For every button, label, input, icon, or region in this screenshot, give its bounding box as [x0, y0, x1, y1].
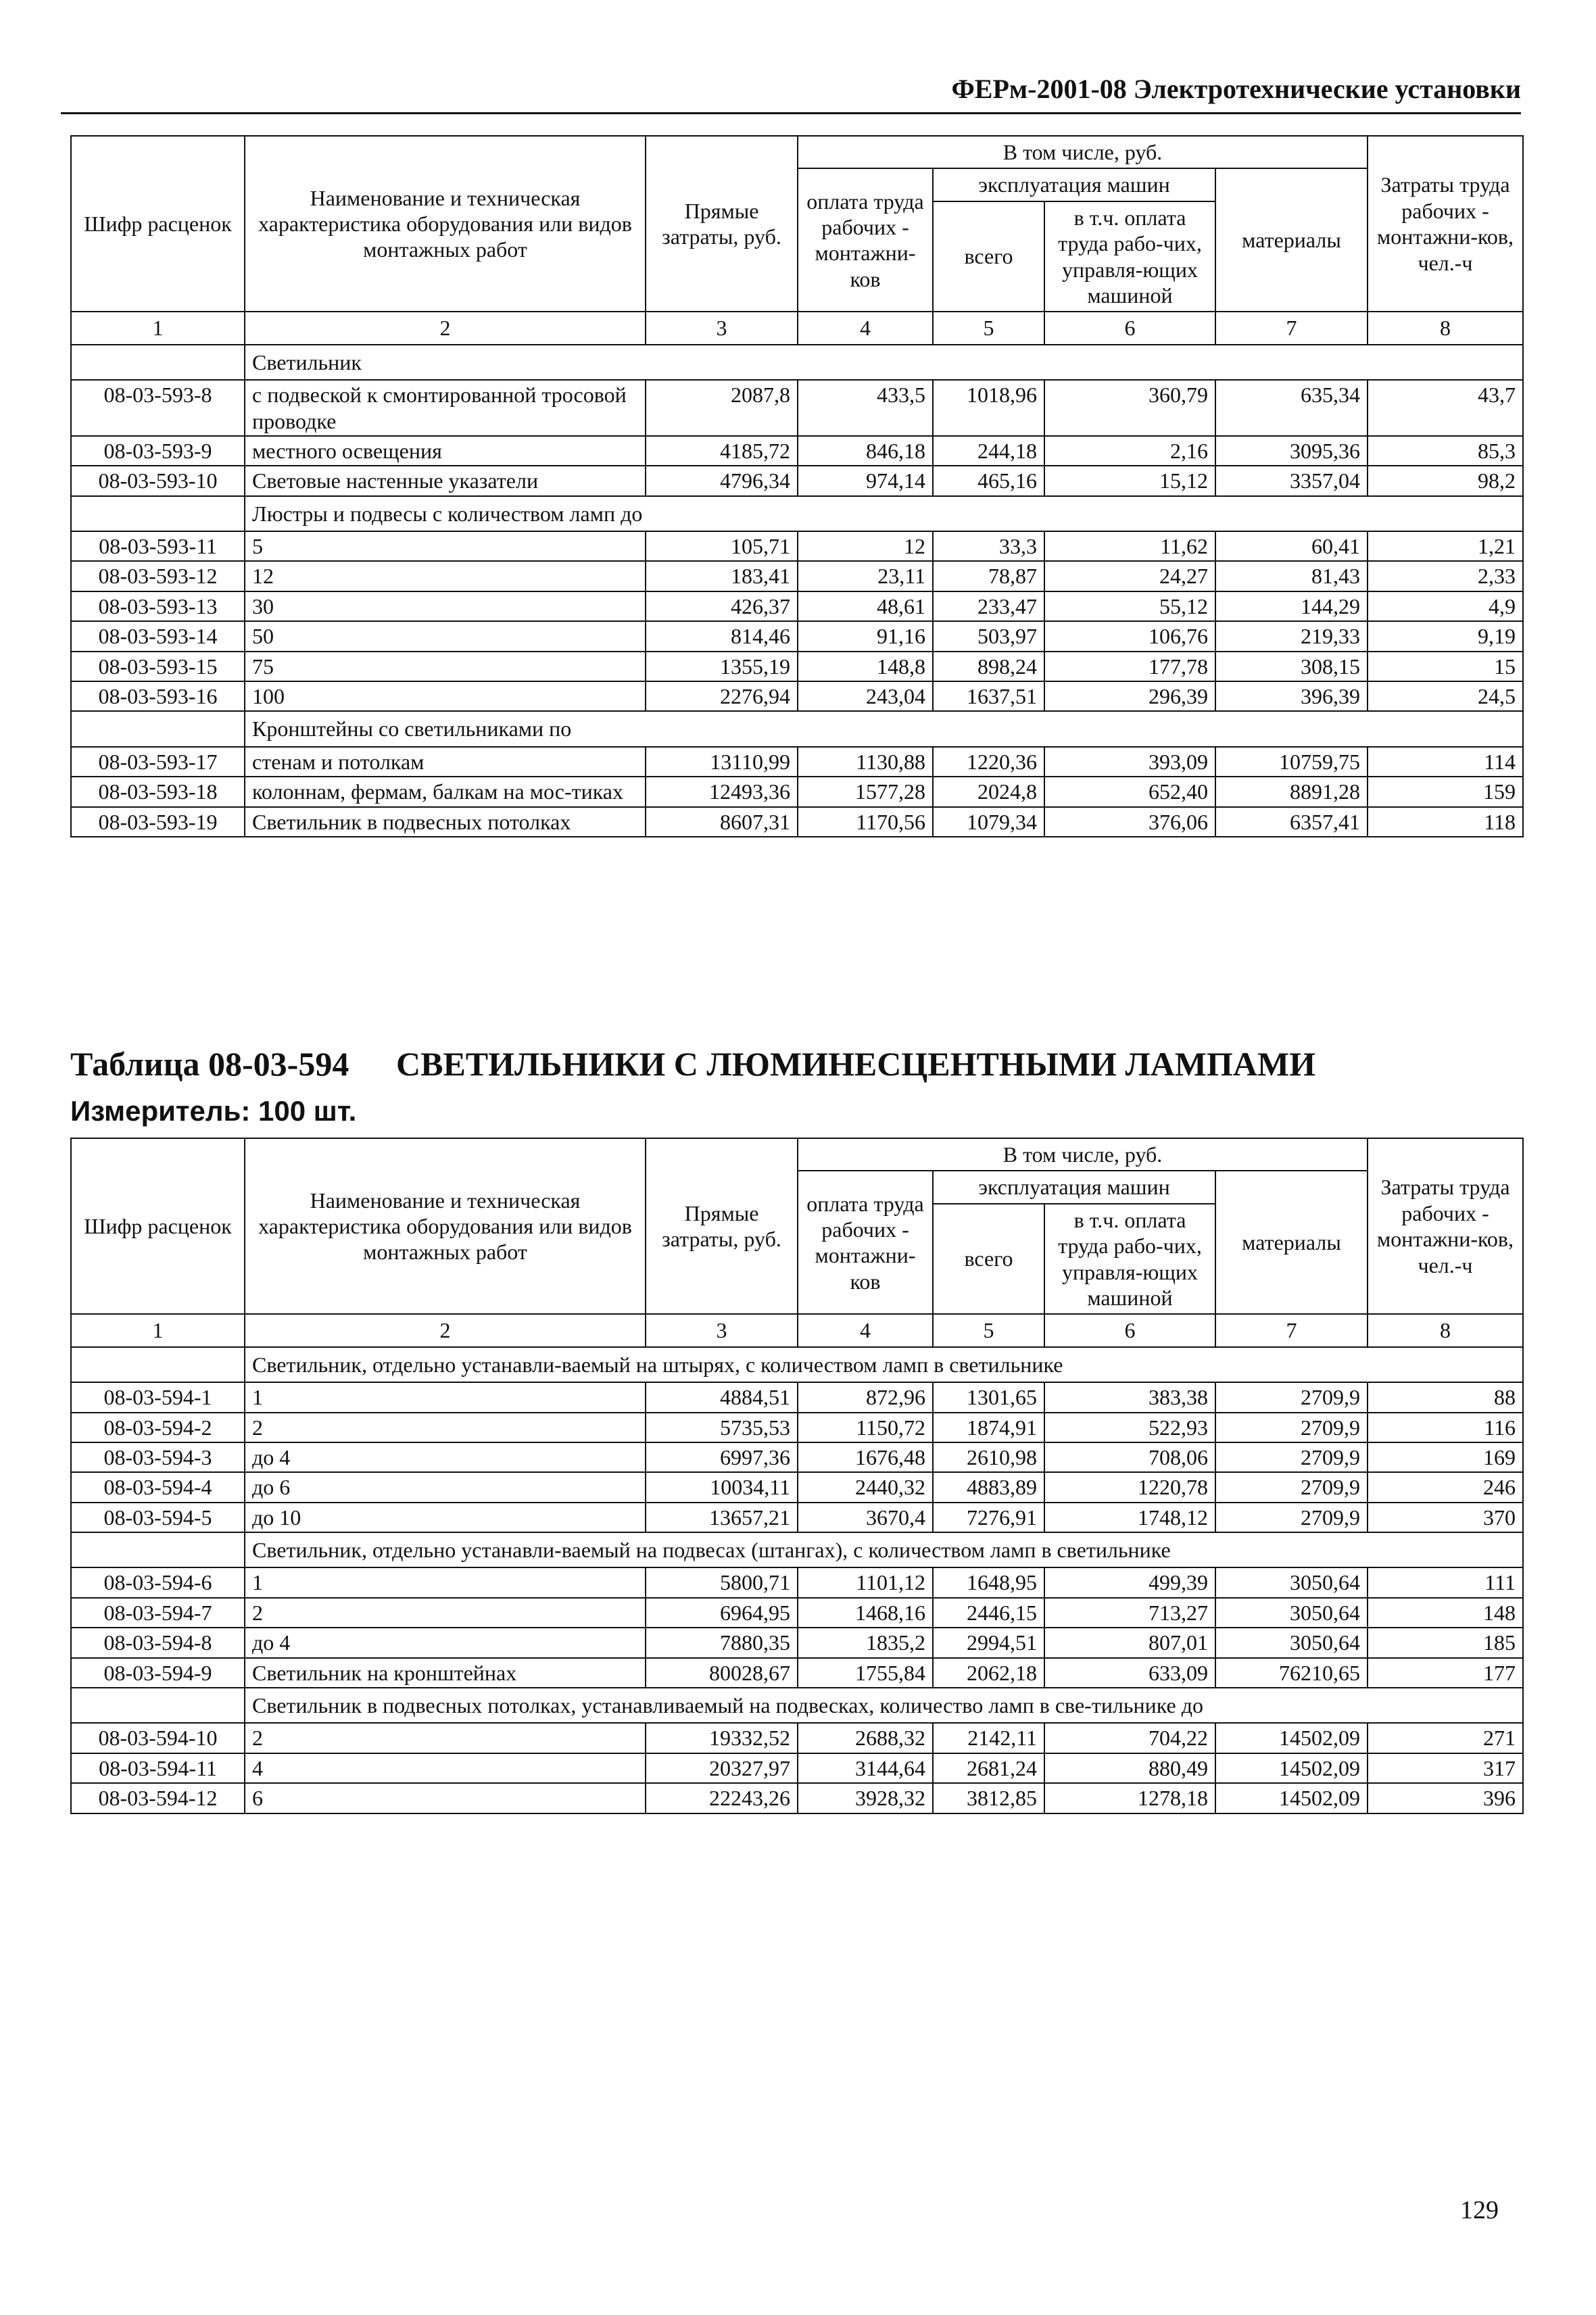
direct-costs: 20327,97: [646, 1753, 798, 1783]
table-row: [71, 681, 1523, 711]
machines-total: 4883,89: [933, 1472, 1044, 1502]
machine-operator-wages: 499,39: [1044, 1567, 1215, 1597]
worker-wages: 1577,28: [798, 777, 933, 806]
worker-wages: 872,96: [798, 1382, 933, 1412]
labor-hours: 317: [1368, 1753, 1523, 1783]
table-body-593: [71, 345, 1523, 837]
machines-total: 2062,18: [933, 1658, 1044, 1688]
labor-hours: 4,9: [1368, 591, 1523, 621]
materials-cost: 10759,75: [1215, 747, 1368, 777]
work-name: 30: [245, 591, 646, 621]
machines-total: 898,24: [933, 652, 1044, 681]
worker-wages: 1170,56: [798, 807, 933, 837]
group-row: [71, 345, 1523, 380]
machine-operator-wages: 11,62: [1044, 531, 1215, 561]
direct-costs: 19332,52: [646, 1723, 798, 1753]
header-materials: материалы: [1215, 168, 1368, 312]
table-row: [71, 652, 1523, 681]
machines-total: 1220,36: [933, 747, 1044, 777]
header-name: Наименование и техническая характеристика оборудования или видов монтажных работ: [245, 1138, 646, 1314]
labor-hours: 2,33: [1368, 561, 1523, 591]
table-row: [71, 747, 1523, 777]
measurement-unit: Измеритель: 100 шт.: [70, 1095, 357, 1127]
work-name: стенам и потолкам: [245, 747, 646, 777]
machines-total: 503,97: [933, 621, 1044, 651]
header-machines-wages: в т.ч. оплата труда рабо-чих, управля-ющих машиной: [1044, 1204, 1215, 1315]
rate-code: 08-03-593-12: [71, 561, 245, 591]
machine-operator-wages: 296,39: [1044, 681, 1215, 711]
machines-total: 2681,24: [933, 1753, 1044, 1783]
direct-costs: 4185,72: [646, 436, 798, 466]
group-label: Светильник, отдельно устанавли-ваемый на штырях, с количеством ламп в светильнике: [245, 1347, 1523, 1382]
table-row: [71, 777, 1523, 806]
labor-hours: 271: [1368, 1723, 1523, 1753]
direct-costs: 426,37: [646, 591, 798, 621]
materials-cost: 6357,41: [1215, 807, 1368, 837]
table-row: [71, 1628, 1523, 1657]
labor-hours: 159: [1368, 777, 1523, 806]
header-machines-wages: в т.ч. оплата труда рабо-чих, управля-ющих машиной: [1044, 201, 1215, 312]
header-machines-total: всего: [933, 201, 1044, 312]
machines-total: 1018,96: [933, 380, 1044, 436]
rate-code: 08-03-594-5: [71, 1503, 245, 1532]
direct-costs: 4884,51: [646, 1382, 798, 1412]
rate-code: 08-03-594-2: [71, 1413, 245, 1442]
table-heading: СВЕТИЛЬНИКИ С ЛЮМИНЕСЦЕНТНЫМИ ЛАМПАМИ: [396, 1045, 1316, 1083]
machine-operator-wages: 1748,12: [1044, 1503, 1215, 1532]
machines-total: 1874,91: [933, 1413, 1044, 1442]
header-materials: материалы: [1215, 1171, 1368, 1314]
machine-operator-wages: 106,76: [1044, 621, 1215, 651]
machine-operator-wages: 1220,78: [1044, 1472, 1215, 1502]
work-name: 5: [245, 531, 646, 561]
materials-cost: 8891,28: [1215, 777, 1368, 806]
worker-wages: 243,04: [798, 681, 933, 711]
header-labor-unit: чел.-ч: [1418, 1252, 1473, 1277]
direct-costs: 2276,94: [646, 681, 798, 711]
header-machines: эксплуатация машин: [933, 168, 1215, 201]
worker-wages: 974,14: [798, 466, 933, 495]
table-row: [71, 1442, 1523, 1472]
labor-hours: 148: [1368, 1598, 1523, 1628]
column-number: 1: [71, 1314, 245, 1346]
column-number: 8: [1368, 1314, 1523, 1346]
rate-code: 08-03-593-18: [71, 777, 245, 806]
materials-cost: 2709,9: [1215, 1442, 1368, 1472]
rate-code: 08-03-594-3: [71, 1442, 245, 1472]
worker-wages: 846,18: [798, 436, 933, 466]
rate-code: 08-03-594-12: [71, 1783, 245, 1813]
header-code: Шифр расценок: [71, 136, 245, 312]
group-code-cell: [71, 1532, 245, 1567]
work-name: 1: [245, 1382, 646, 1412]
page-number: 129: [1460, 2196, 1499, 2224]
table-row: [71, 561, 1523, 591]
worker-wages: 1835,2: [798, 1628, 933, 1657]
running-header: ФЕРм-2001-08 Электротехнические установки: [951, 74, 1521, 104]
rate-code: 08-03-594-6: [71, 1567, 245, 1597]
worker-wages: 3928,32: [798, 1783, 933, 1813]
materials-cost: 2709,9: [1215, 1413, 1368, 1442]
machine-operator-wages: 522,93: [1044, 1413, 1215, 1442]
direct-costs: 5735,53: [646, 1413, 798, 1442]
header-labor: [1368, 136, 1523, 312]
header-labor-label: Затраты труда рабочих - монтажни-ков,: [1377, 1175, 1514, 1252]
machine-operator-wages: 880,49: [1044, 1753, 1215, 1783]
work-name: 6: [245, 1783, 646, 1813]
machine-operator-wages: 1278,18: [1044, 1783, 1215, 1813]
column-number: 3: [646, 312, 798, 344]
group-label: Светильник: [245, 345, 1523, 380]
column-number: 3: [646, 1314, 798, 1346]
machine-operator-wages: 24,27: [1044, 561, 1215, 591]
table-row: [71, 531, 1523, 561]
direct-costs: 13110,99: [646, 747, 798, 777]
rate-code: 08-03-593-11: [71, 531, 245, 561]
rates-table-593: [70, 135, 1524, 837]
header-machines: эксплуатация машин: [933, 1171, 1215, 1203]
work-name: колоннам, фермам, балкам на мос-тиках: [245, 777, 646, 806]
direct-costs: 5800,71: [646, 1567, 798, 1597]
table-row: [71, 380, 1523, 436]
work-name: до 4: [245, 1628, 646, 1657]
labor-hours: 370: [1368, 1503, 1523, 1532]
header-direct: Прямые затраты, руб.: [646, 136, 798, 312]
materials-cost: 2709,9: [1215, 1503, 1368, 1532]
column-number: 2: [245, 312, 646, 344]
worker-wages: 3670,4: [798, 1503, 933, 1532]
header-rule: [61, 112, 1521, 114]
header-name: Наименование и техническая характеристика оборудования или видов монтажных работ: [245, 136, 646, 312]
machine-operator-wages: 376,06: [1044, 807, 1215, 837]
machine-operator-wages: 177,78: [1044, 652, 1215, 681]
worker-wages: 1755,84: [798, 1658, 933, 1688]
work-name: 100: [245, 681, 646, 711]
group-label: Люстры и подвесы с количеством ламп до: [245, 496, 1523, 531]
materials-cost: 396,39: [1215, 681, 1368, 711]
machine-operator-wages: 393,09: [1044, 747, 1215, 777]
work-name: до 6: [245, 1472, 646, 1502]
rate-code: 08-03-594-11: [71, 1753, 245, 1783]
worker-wages: 1676,48: [798, 1442, 933, 1472]
direct-costs: 10034,11: [646, 1472, 798, 1502]
worker-wages: 1130,88: [798, 747, 933, 777]
machines-total: 2610,98: [933, 1442, 1044, 1472]
machines-total: 244,18: [933, 436, 1044, 466]
direct-costs: 13657,21: [646, 1503, 798, 1532]
group-row: [71, 1532, 1523, 1567]
worker-wages: 1101,12: [798, 1567, 933, 1597]
work-name: 75: [245, 652, 646, 681]
materials-cost: 3050,64: [1215, 1567, 1368, 1597]
header-machines-total: всего: [933, 1204, 1044, 1315]
group-row: [71, 496, 1523, 531]
table-row: [71, 621, 1523, 651]
column-number: 1: [71, 312, 245, 344]
materials-cost: 308,15: [1215, 652, 1368, 681]
group-row: [71, 1688, 1523, 1723]
machines-total: 1648,95: [933, 1567, 1044, 1597]
machine-operator-wages: 807,01: [1044, 1628, 1215, 1657]
worker-wages: 23,11: [798, 561, 933, 591]
table-row: [71, 1382, 1523, 1412]
direct-costs: 7880,35: [646, 1628, 798, 1657]
materials-cost: 14502,09: [1215, 1723, 1368, 1753]
machine-operator-wages: 713,27: [1044, 1598, 1215, 1628]
machines-total: 1637,51: [933, 681, 1044, 711]
group-code-cell: [71, 1688, 245, 1723]
worker-wages: 91,16: [798, 621, 933, 651]
labor-hours: 118: [1368, 807, 1523, 837]
header-wages: оплата труда рабочих - монтажни-ков: [798, 168, 933, 312]
machine-operator-wages: 383,38: [1044, 1382, 1215, 1412]
machine-operator-wages: 704,22: [1044, 1723, 1215, 1753]
materials-cost: 3357,04: [1215, 466, 1368, 495]
rates-table-594: [70, 1138, 1524, 1814]
labor-hours: 24,5: [1368, 681, 1523, 711]
materials-cost: 2709,9: [1215, 1382, 1368, 1412]
header-direct: Прямые затраты, руб.: [646, 1138, 798, 1314]
materials-cost: 3050,64: [1215, 1598, 1368, 1628]
table-row: [71, 1503, 1523, 1532]
table-row: [71, 1783, 1523, 1813]
table-row: [71, 1598, 1523, 1628]
header-incl: В том числе, руб.: [798, 136, 1368, 168]
direct-costs: 22243,26: [646, 1783, 798, 1813]
work-name: Световые настенные указатели: [245, 466, 646, 495]
work-name: до 4: [245, 1442, 646, 1472]
direct-costs: 8607,31: [646, 807, 798, 837]
header-labor-unit: чел.-ч: [1418, 250, 1473, 275]
labor-hours: 9,19: [1368, 621, 1523, 651]
machines-total: 1079,34: [933, 807, 1044, 837]
labor-hours: 116: [1368, 1413, 1523, 1442]
materials-cost: 3095,36: [1215, 436, 1368, 466]
work-name: 2: [245, 1413, 646, 1442]
group-label: Светильник, отдельно устанавли-ваемый на подвесах (штангах), с количеством ламп в светильнике: [245, 1532, 1523, 1567]
work-name: 2: [245, 1598, 646, 1628]
machines-total: 2142,11: [933, 1723, 1044, 1753]
materials-cost: 14502,09: [1215, 1753, 1368, 1783]
labor-hours: 15: [1368, 652, 1523, 681]
column-number: 4: [798, 312, 933, 344]
header-wages: оплата труда рабочих - монтажни-ков: [798, 1171, 933, 1314]
direct-costs: 183,41: [646, 561, 798, 591]
work-name: 12: [245, 561, 646, 591]
machines-total: 465,16: [933, 466, 1044, 495]
table-row: [71, 466, 1523, 495]
rate-code: 08-03-594-4: [71, 1472, 245, 1502]
machine-operator-wages: 55,12: [1044, 591, 1215, 621]
machine-operator-wages: 2,16: [1044, 436, 1215, 466]
work-name: с подвеской к смонтированной тросовой проводке: [245, 380, 646, 436]
column-number: 8: [1368, 312, 1523, 344]
materials-cost: 76210,65: [1215, 1658, 1368, 1688]
table-row: [71, 1413, 1523, 1442]
column-number: 7: [1215, 312, 1368, 344]
work-name: 50: [245, 621, 646, 651]
machines-total: 3812,85: [933, 1783, 1044, 1813]
rate-code: 08-03-593-16: [71, 681, 245, 711]
labor-hours: 185: [1368, 1628, 1523, 1657]
labor-hours: 1,21: [1368, 531, 1523, 561]
machines-total: 233,47: [933, 591, 1044, 621]
machines-total: 2024,8: [933, 777, 1044, 806]
group-code-cell: [71, 1347, 245, 1382]
header-incl: В том числе, руб.: [798, 1138, 1368, 1171]
worker-wages: 2440,32: [798, 1472, 933, 1502]
labor-hours: 396: [1368, 1783, 1523, 1813]
table-row: [71, 1723, 1523, 1753]
group-code-cell: [71, 711, 245, 746]
labor-hours: 177: [1368, 1658, 1523, 1688]
table-body-594: [71, 1347, 1523, 1813]
rate-code: 08-03-594-9: [71, 1658, 245, 1688]
worker-wages: 3144,64: [798, 1753, 933, 1783]
machines-total: 1301,65: [933, 1382, 1044, 1412]
rate-code: 08-03-594-8: [71, 1628, 245, 1657]
group-label: Кронштейны со светильниками по: [245, 711, 1523, 746]
machine-operator-wages: 708,06: [1044, 1442, 1215, 1472]
materials-cost: 635,34: [1215, 380, 1368, 436]
work-name: до 10: [245, 1503, 646, 1532]
table-row: [71, 436, 1523, 466]
rate-code: 08-03-594-1: [71, 1382, 245, 1412]
machines-total: 78,87: [933, 561, 1044, 591]
header-labor-label: Затраты труда рабочих - монтажни-ков,: [1377, 172, 1514, 249]
machine-operator-wages: 360,79: [1044, 380, 1215, 436]
rate-code: 08-03-593-17: [71, 747, 245, 777]
direct-costs: 6964,95: [646, 1598, 798, 1628]
column-number: 5: [933, 312, 1044, 344]
rate-code: 08-03-593-19: [71, 807, 245, 837]
header-code: Шифр расценок: [71, 1138, 245, 1314]
worker-wages: 1468,16: [798, 1598, 933, 1628]
labor-hours: 111: [1368, 1567, 1523, 1597]
materials-cost: 14502,09: [1215, 1783, 1368, 1813]
labor-hours: 88: [1368, 1382, 1523, 1412]
materials-cost: 144,29: [1215, 591, 1368, 621]
column-number: 2: [245, 1314, 646, 1346]
column-number: 4: [798, 1314, 933, 1346]
work-name: Светильник на кронштейнах: [245, 1658, 646, 1688]
header-labor: [1368, 1138, 1523, 1314]
labor-hours: 169: [1368, 1442, 1523, 1472]
table-row: [71, 1567, 1523, 1597]
work-name: 2: [245, 1723, 646, 1753]
table-row: [71, 1658, 1523, 1688]
work-name: Светильник в подвесных потолках: [245, 807, 646, 837]
materials-cost: 3050,64: [1215, 1628, 1368, 1657]
rate-code: 08-03-593-14: [71, 621, 245, 651]
group-code-cell: [71, 496, 245, 531]
table-row: [71, 1753, 1523, 1783]
table-row: [71, 1472, 1523, 1502]
group-label: Светильник в подвесных потолках, устанавливаемый на подвесках, количество ламп в све-тильнике до: [245, 1688, 1523, 1723]
machines-total: 33,3: [933, 531, 1044, 561]
column-number: 5: [933, 1314, 1044, 1346]
machines-total: 2446,15: [933, 1598, 1044, 1628]
table-row: [71, 591, 1523, 621]
direct-costs: 2087,8: [646, 380, 798, 436]
materials-cost: 60,41: [1215, 531, 1368, 561]
machines-total: 2994,51: [933, 1628, 1044, 1657]
labor-hours: 246: [1368, 1472, 1523, 1502]
table-row: [71, 807, 1523, 837]
materials-cost: 81,43: [1215, 561, 1368, 591]
rate-code: 08-03-593-8: [71, 380, 245, 436]
worker-wages: 433,5: [798, 380, 933, 436]
work-name: 1: [245, 1567, 646, 1597]
direct-costs: 814,46: [646, 621, 798, 651]
worker-wages: 2688,32: [798, 1723, 933, 1753]
group-row: [71, 1347, 1523, 1382]
machine-operator-wages: 633,09: [1044, 1658, 1215, 1688]
labor-hours: 43,7: [1368, 380, 1523, 436]
work-name: 4: [245, 1753, 646, 1783]
column-number: 6: [1044, 1314, 1215, 1346]
labor-hours: 98,2: [1368, 466, 1523, 495]
rate-code: 08-03-593-13: [71, 591, 245, 621]
table-title: [70, 1044, 1315, 1083]
direct-costs: 1355,19: [646, 652, 798, 681]
rate-code: 08-03-594-10: [71, 1723, 245, 1753]
direct-costs: 12493,36: [646, 777, 798, 806]
rate-code: 08-03-594-7: [71, 1598, 245, 1628]
work-name: местного освещения: [245, 436, 646, 466]
worker-wages: 148,8: [798, 652, 933, 681]
rate-code: 08-03-593-10: [71, 466, 245, 495]
labor-hours: 85,3: [1368, 436, 1523, 466]
rate-code: 08-03-593-9: [71, 436, 245, 466]
direct-costs: 80028,67: [646, 1658, 798, 1688]
labor-hours: 114: [1368, 747, 1523, 777]
direct-costs: 4796,34: [646, 466, 798, 495]
rate-code: 08-03-593-15: [71, 652, 245, 681]
materials-cost: 2709,9: [1215, 1472, 1368, 1502]
worker-wages: 1150,72: [798, 1413, 933, 1442]
direct-costs: 6997,36: [646, 1442, 798, 1472]
materials-cost: 219,33: [1215, 621, 1368, 651]
machine-operator-wages: 652,40: [1044, 777, 1215, 806]
column-number: 7: [1215, 1314, 1368, 1346]
group-code-cell: [71, 345, 245, 380]
group-row: [71, 711, 1523, 746]
direct-costs: 105,71: [646, 531, 798, 561]
machines-total: 7276,91: [933, 1503, 1044, 1532]
machine-operator-wages: 15,12: [1044, 466, 1215, 495]
worker-wages: 12: [798, 531, 933, 561]
worker-wages: 48,61: [798, 591, 933, 621]
column-number: 6: [1044, 312, 1215, 344]
table-number: Таблица 08-03-594: [70, 1045, 349, 1083]
